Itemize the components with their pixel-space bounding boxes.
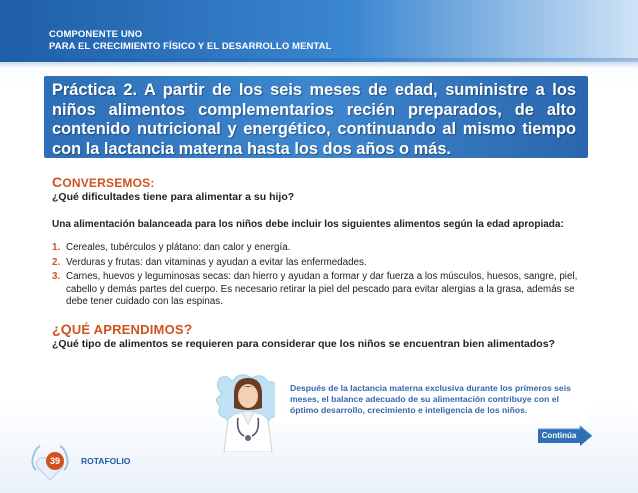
aprendimos-title-close: ? bbox=[183, 321, 193, 337]
footer-label: ROTAFOLIO bbox=[81, 456, 131, 466]
component-line-2: PARA EL CRECIMIENTO FÍSICO Y EL DESARROLLO MENTAL bbox=[49, 41, 332, 52]
component-heading bbox=[49, 29, 332, 53]
list-item bbox=[52, 271, 592, 309]
list-item-number: 3. bbox=[52, 271, 61, 282]
page-number: 39 bbox=[46, 452, 64, 470]
intro-text: Una alimentación balanceada para los niños debe incluir los siguientes alimentos según la edad apropiada: bbox=[52, 219, 564, 230]
list-item bbox=[52, 242, 592, 255]
aprendimos-title bbox=[52, 321, 193, 337]
continue-label[interactable]: Continúa bbox=[541, 431, 577, 440]
conversemos-question: ¿Qué dificultades tiene para alimentar a su hijo? bbox=[52, 191, 295, 203]
list-item-number: 2. bbox=[52, 256, 61, 268]
conversemos-title-rest: ONVERSEMOS: bbox=[62, 176, 155, 190]
tip-text: Después de la lactancia materna exclusiva durante los primeros seis meses, el balance adecuado de su alimentación contribuye con el óptimo desarrollo, crecimiento e inteligencia de los niños. bbox=[290, 383, 571, 415]
list-item-text: Verduras y frutas: dan vitaminas y ayudan a evitar las enfermedades. bbox=[66, 256, 367, 268]
aprendimos-title-open: ¿Q bbox=[52, 321, 72, 337]
conversemos-title-initial: C bbox=[52, 174, 63, 190]
aprendimos-title-rest: UÉ APRENDIMOS bbox=[71, 322, 184, 337]
list-item bbox=[52, 257, 592, 270]
aprendimos-question: ¿Qué tipo de alimentos se requieren para considerar que los niños se encuentran bien alimentados? bbox=[52, 338, 555, 350]
list-item-number: 1. bbox=[52, 242, 61, 253]
list-item-text: Cereales, tubérculos y plátano: dan calor y energía. bbox=[66, 242, 291, 253]
conversemos-title bbox=[52, 174, 155, 190]
list-item-text: Carnes, huevos y leguminosas secas: dan hierro y ayudan a formar y dar fuerza a los músculos, huesos, sangre, piel, cabello y demás partes del cuerpo. Es necesario retirar la piel del pescado para evitar alergias a la grasa, además se debe tener cuidado con las espinas. bbox=[66, 271, 578, 307]
food-list bbox=[52, 242, 592, 311]
component-line-1: COMPONENTE UNO bbox=[49, 29, 143, 40]
practice-text: Práctica 2. A partir de los seis meses de edad, suministre a los niños alimentos complementarios recién preparados, de alto contenido nutricional y energético, continuando al mismo tiempo con la lactancia materna hasta los dos años o más. bbox=[52, 81, 576, 158]
